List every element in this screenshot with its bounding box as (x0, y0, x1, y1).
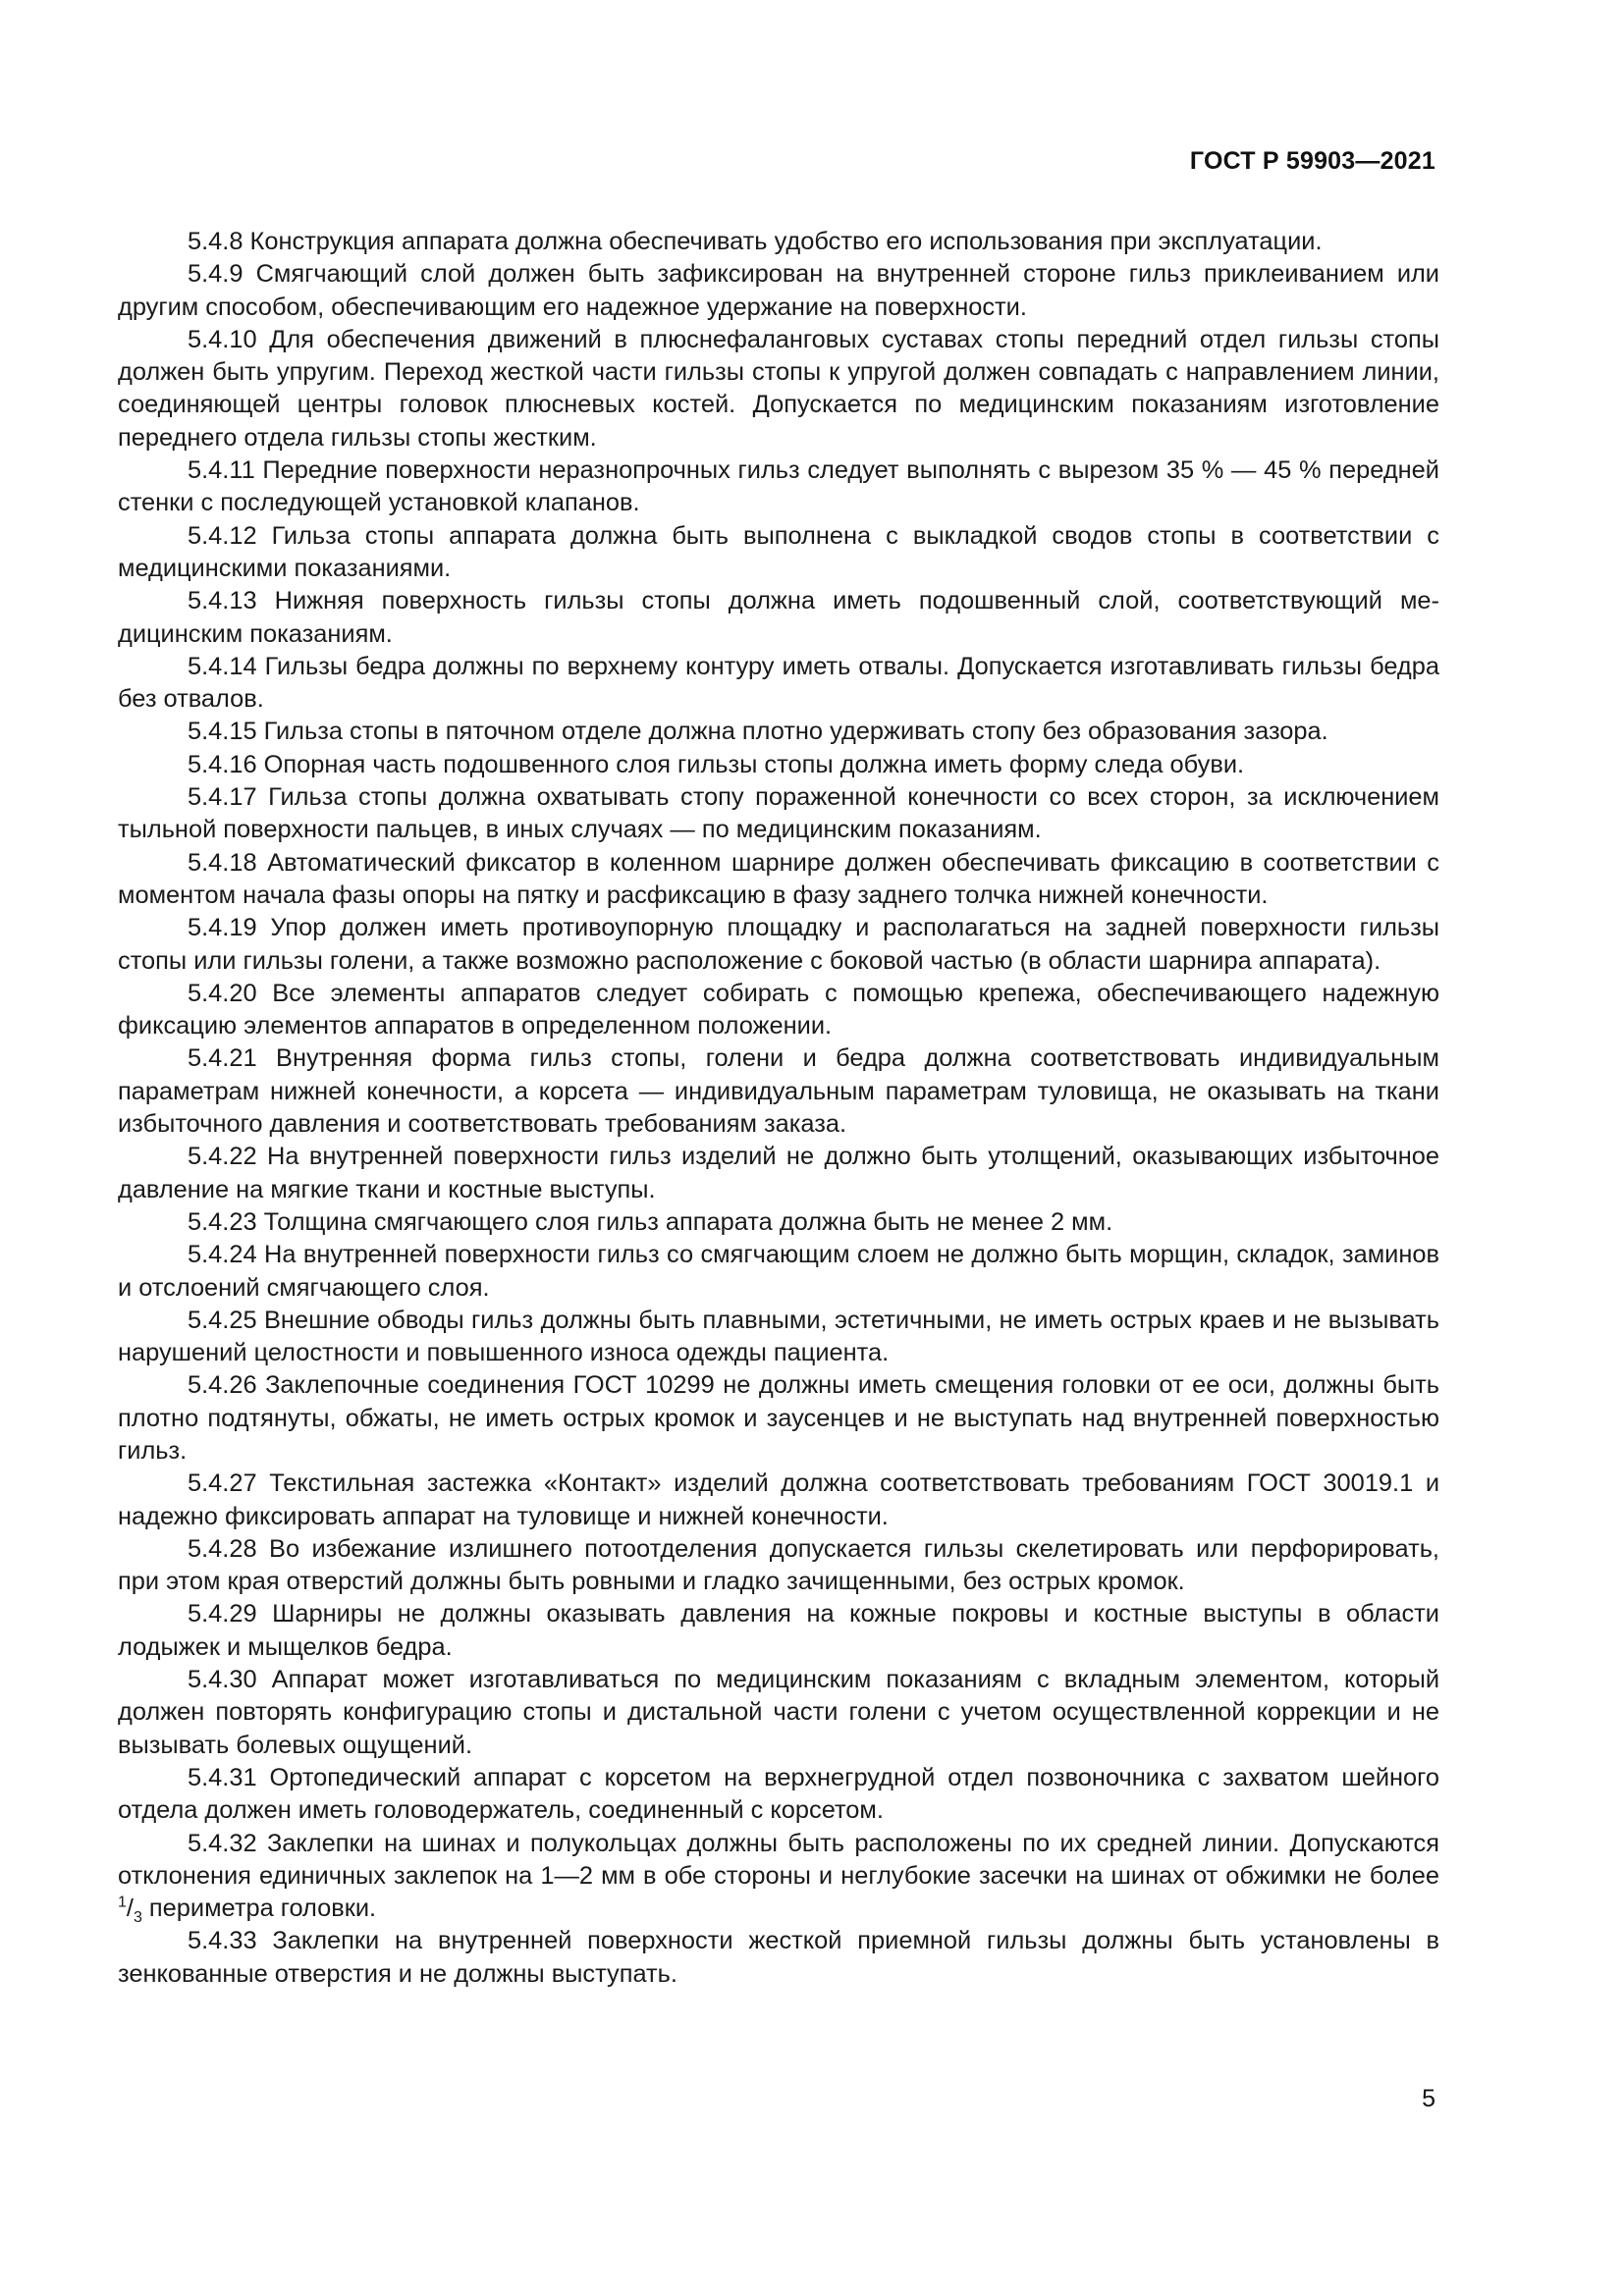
fraction-denominator: 3 (133, 1909, 142, 1927)
fraction-numerator: 1 (118, 1894, 127, 1911)
paragraph-5-4-23: 5.4.23 Толщина смягчающего слоя гильз аппарата должна быть не менее 2 мм. (188, 1207, 1113, 1236)
paragraph-5-4-10: 5.4.10 Для обеспечения движений в плюснефаланговых суставах стопы передний отдел гильзы стопы должен быть упругим. Переход жесткой части гильзы стопы к упругой должен совпадать с направлением линии, соединяющей центры головок плюсневых костей. Допускается по медицинским показаниям изготовление переднего отдела гильзы стопы жестким. (118, 325, 1439, 452)
paragraph-5-4-27: 5.4.27 Текстильная застежка «Контакт» изделий должна соответствовать требованиям ГОСТ 30019.1 и надежно фиксировать аппарат на туловище и нижней конечности. (118, 1469, 1439, 1530)
paragraph-5-4-32-text-after: периметра головки. (141, 1895, 377, 1923)
paragraph-5-4-33: 5.4.33 Заклепки на внутренней поверхности жесткой приемной гильзы должны быть установлены в зенкованные отверстия и не должны выступать. (118, 1927, 1439, 1988)
paragraph-5-4-31: 5.4.31 Ортопедический аппарат с корсетом на верхнегрудной отдел позвоночника с захватом шейного отдела должен иметь головодержатель, соединенный с корсетом. (118, 1763, 1439, 1825)
paragraph-5-4-19: 5.4.19 Упор должен иметь противоупорную площадку и располагаться на задней поверхности гильзы стопы или гильзы голени, а также возможно расположение с боковой частью (в области шарнира аппарата). (118, 914, 1439, 975)
paragraph-5-4-16: 5.4.16 Опорная часть подошвенного слоя гильзы стопы должна иметь форму следа обуви. (188, 750, 1245, 778)
paragraph-5-4-28: 5.4.28 Во избежание излишнего потоотделения допускается гильзы скелетировать или перфорировать, при этом края отверстий должны быть ровными и гладко зачищенными, без острых кромок. (118, 1534, 1439, 1596)
paragraph-5-4-8: 5.4.8 Конструкция аппарата должна обеспечивать удобство его использования при эксплуатации. (188, 228, 1323, 255)
paragraph-5-4-13: 5.4.13 Нижняя поверхность гильзы стопы должна иметь подошвенный слой, соответствующий медицинским показаниям. (118, 587, 1439, 648)
paragraph-5-4-21: 5.4.21 Внутренняя форма гильз стопы, голени и бедра должна соответствовать индивидуальным параметрам нижней конечности, а корсета — индивидуальным параметрам туловища, не оказывать на ткани избыточного давления и соответствовать требованиям заказа. (118, 1044, 1439, 1139)
paragraph-5-4-26: 5.4.26 Заклепочные соединения ГОСТ 10299 не должны иметь смещения головки от ее оси, должны быть плотно подтянуты, обжаты, не иметь острых кромок и заусенцев и не выступать над внутренней поверхностью гильз. (118, 1371, 1439, 1465)
paragraph-5-4-29: 5.4.29 Шарниры не должны оказывать давления на кожные покровы и костные выступы в области лодыжек и мыщелков бедра. (118, 1600, 1439, 1661)
paragraph-5-4-17: 5.4.17 Гильза стопы должна охватывать стопу пораженной конечности со всех сторон, за исключением тыльной поверхности пальцев, в иных случаях — по медицинским показаниям. (118, 783, 1439, 844)
paragraph-5-4-14: 5.4.14 Гильзы бедра должны по верхнему контуру иметь отвалы. Допускается изготавливать гильзы бедра без отвалов. (118, 652, 1439, 714)
paragraph-5-4-24: 5.4.24 На внутренней поверхности гильз со смягчающим слоем не должно быть морщин, складок, заминов и отслоений смягчающего слоя. (118, 1241, 1439, 1302)
standard-code-header: ГОСТ Р 59903—2021 (1189, 147, 1435, 175)
paragraph-5-4-11: 5.4.11 Передние поверхности неразнопрочных гильз следует выполнять с вырезом 35 % — 45 % передней стенки с последующей установкой клапанов. (118, 456, 1439, 517)
document-body (118, 226, 1439, 1991)
page-number: 5 (1422, 2085, 1435, 2112)
paragraph-5-4-15: 5.4.15 Гильза стопы в пяточном отделе должна плотно удерживать стопу без образования зазора. (188, 718, 1328, 746)
paragraph-5-4-20: 5.4.20 Все элементы аппаратов следует собирать с помощью крепежа, обеспечивающего надежную фиксацию элементов аппаратов в определенном положении. (118, 979, 1439, 1041)
paragraph-5-4-18: 5.4.18 Автоматический фиксатор в коленном шарнире должен обеспечивать фиксацию в соответствии с моментом начала фазы опоры на пятку и расфиксацию в фазу заднего толчка нижней конечности. (118, 848, 1439, 909)
paragraph-5-4-32 (118, 1828, 1439, 1926)
paragraph-5-4-22: 5.4.22 На внутренней поверхности гильз изделий не должно быть утолщений, оказывающих избыточное давление на мягкие ткани и костные выступы. (118, 1143, 1439, 1203)
paragraph-5-4-9: 5.4.9 Смягчающий слой должен быть зафиксирован на внутренней стороне гильз приклеиванием или другим способом, обеспечивающим его надежное удержание на поверхности. (118, 260, 1439, 321)
paragraph-5-4-12: 5.4.12 Гильза стопы аппарата должна быть выполнена с выкладкой сводов стопы в соответствии с медицинскими показаниями. (118, 521, 1439, 582)
paragraph-5-4-32-text-before: 5.4.32 Заклепки на шинах и полукольцах должны быть расположены по их средней линии. Допускаются отклонения единичных заклепок на 1—2 мм в обе стороны и неглубокие засечки на шинах от обжимки не более (118, 1829, 1439, 1890)
paragraph-5-4-25: 5.4.25 Внешние обводы гильз должны быть плавными, эстетичными, не иметь острых краев и не вызывать нарушений целостности и повышенного износа одежды пациента. (118, 1306, 1439, 1367)
fraction-separator: / (126, 1895, 134, 1923)
fraction-one-third (118, 1894, 142, 1927)
paragraph-5-4-30: 5.4.30 Аппарат может изготавливаться по медицинским показаниям с вкладным элементом, который должен повторять конфигурацию стопы и дистальной части голени с учетом осуществленной коррекции и не вызывать болевых ощущений. (118, 1666, 1439, 1759)
